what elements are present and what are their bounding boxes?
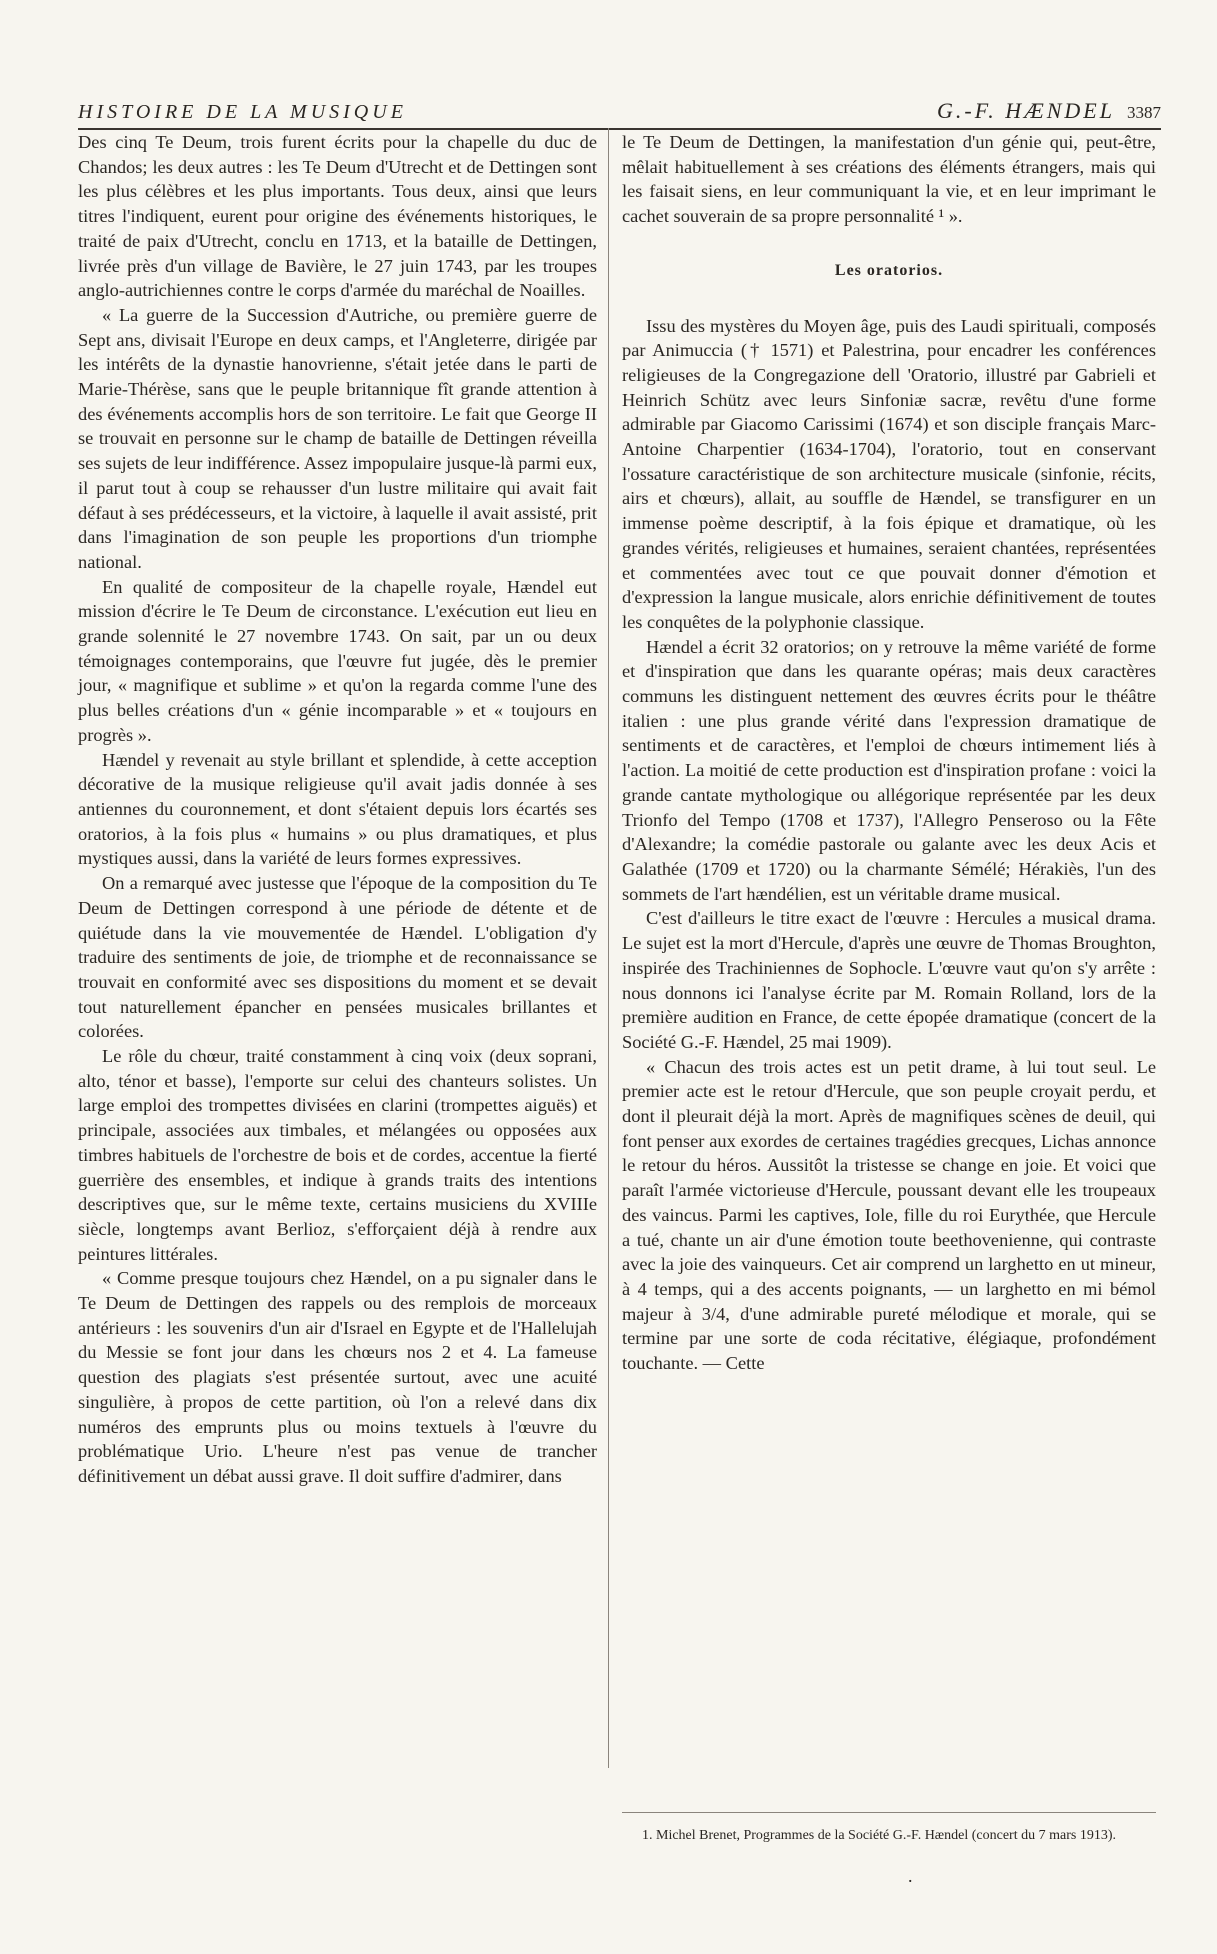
footnote-rule bbox=[622, 1812, 1156, 1813]
composer-name: G.-F. HÆNDEL bbox=[936, 98, 1115, 123]
page-number: 3387 bbox=[1127, 103, 1161, 122]
left-column bbox=[78, 130, 597, 1489]
running-title-left: HISTOIRE DE LA MUSIQUE bbox=[78, 101, 407, 123]
running-header bbox=[78, 92, 1161, 130]
paragraph: Issu des mystères du Moyen âge, puis des Laudi spirituali, composés par Animuccia († 1571) et Palestrina, pour encadrer les conférences religieuses de la Congregazione dell 'Oratorio, illustré par Gabrieli et Heinrich Schütz avec leurs Sinfoniæ sacræ, revêtu d'une forme admirable par Giacomo Carissimi (1674) et son disciple français Marc-Antoine Charpentier (1634-1704), l'oratorio, tout en conservant l'ossature caractéristique de son architecture musicale (sinfonie, récits, airs et chœurs), allait, au souffle de Hændel, se transfigurer en un immense poème descriptif, à la fois épique et dramatique, où les grandes vérités, religieuses et humaines, seraient chantées, représentées et commentées avec tout ce que pouvait donner d'émotion et d'expression la langue musicale, alors enrichie définitivement de toutes les conquêtes de la polyphonie classique. bbox=[622, 315, 1156, 632]
paragraph: Le rôle du chœur, traité constamment à cinq voix (deux soprani, alto, ténor et basse), l'emporte sur celui des chanteurs solistes. Un large emploi des trompettes divisées en clarini (trompettes aiguës) et principale, associées aux timbales, et mélangées ou opposées aux timbres habituels de l'orchestre de bois et de cordes, accentue la fierté guerrière des ensembles, et indique à grands traits des intentions descriptives que, sur le même texte, certains musiciens du XVIIIe siècle, longtemps avant Berlioz, s'efforçaient déjà à rendre aux peintures littérales. bbox=[78, 1046, 597, 1264]
running-title-right bbox=[937, 98, 1161, 124]
end-mark: . bbox=[908, 1866, 913, 1886]
paragraph: le Te Deum de Dettingen, la manifestation d'un génie qui, peut-être, mêlait habituellement à ses créations des éléments étrangers, mais qui les faisait siens, en leur communiquant la vie, et en leur imprimant le cachet souverain de sa propre personnalité ¹ ». bbox=[622, 132, 1156, 227]
paragraph: « Chacun des trois actes est un petit drame, à lui tout seul. Le premier acte est le retour d'Hercule, que son peuple croyait perdu, et dont il pleurait déjà la mort. Après de magnifiques scènes de deuil, qui font penser aux exordes de certaines tragédies grecques, Lichas annonce le retour du héros. Aussitôt la tristesse se change en joie. Et voici que paraît l'armée victorieuse d'Hercule, poussant devant elle les troupeaux des vaincus. Parmi les captives, Iole, fille du roi Eurythée, que Hercule a tué, chante un air d'une émotion toute beethovenienne, qui contraste avec la joie des vainqueurs. Cet air comprend un larghetto en ut mineur, à 4 temps, qui a des accents poignants, — un larghetto en mi bémol majeur à 3/4, d'une admirable pureté mélodique et morale, qui se termine par une sorte de coda récitative, élégiaque, profondément touchante. — Cette bbox=[622, 1056, 1156, 1374]
paragraph: Hændel a écrit 32 oratorios; on y retrouve la même variété de forme et d'inspiration que dans les quarante opéras; mais deux caractères communs les distinguent nettement des œuvres écrits pour le théâtre italien : une plus grande vérité dans l'expression dramatique de sentiments et de caractères, et l'emploi de chœurs intimement liés à l'action. La moitié de cette production est d'inspiration profane : voici la grande cantate mythologique ou allégorique représentée par les deux Trionfo del Tempo (1708 et 1737), l'Allegro Penseroso ou la Fête d'Alexandre; la comédie pastorale ou galante avec les deux Acis et Galathée (1709 et 1720) ou la charmante Sémélé; Hérakiès, l'un des sommets de l'art hændélien, est un véritable drame musical. bbox=[622, 636, 1156, 904]
paragraph: En qualité de compositeur de la chapelle royale, Hændel eut mission d'écrire le Te Deum de circonstance. L'exécution eut lieu en grande solennité le 27 novembre 1743. On sait, par un ou deux témoignages contemporains, que l'œuvre fut jugée, dès le premier jour, « magnifique et sublime » et qu'on la regarda comme l'une des plus belles créations d'un « génie incomparable » et « toujours en progrès ». bbox=[78, 576, 597, 745]
paragraph: Hændel y revenait au style brillant et splendide, à cette acception décorative de la musique religieuse qu'il avait jadis donnée à ses antiennes du couronnement, et dont s'étaient depuis lors écartés ses oratorios, à la fois plus « humains » ou plus dramatiques, et plus mystiques aussi, dans la variété de leurs formes expressives. bbox=[78, 749, 597, 869]
paragraph: « La guerre de la Succession d'Autriche, ou première guerre de Sept ans, divisait l'Europe en deux camps, et l'Angleterre, dirigée par les intérêts de la dynastie hanovrienne, s'était jetée dans le parti de Marie-Thérèse, sans que le peuple britannique fît grande attention à des événements accomplis hors de son territoire. Le fait que George II se trouvait en personne sur le champ de bataille de Dettingen réveilla ses sujets de leur indifférence. Assez impopulaire jusque-là parmi eux, il parut tout à coup se rehausser d'un lustre militaire qui avait fait défaut à ses prédécesseurs, et la victoire, à laquelle il avait assisté, prit dans l'imagination de son peuple les proportions d'un triomphe national. bbox=[78, 304, 597, 572]
section-title: Les oratorios. bbox=[834, 261, 944, 279]
footnote: 1. Michel Brenet, Programmes de la Société G.-F. Hændel (concert du 7 mars 1913). bbox=[642, 1828, 1116, 1843]
paragraph: Des cinq Te Deum, trois furent écrits pour la chapelle du duc de Chandos; les deux autres : les Te Deum d'Utrecht et de Dettingen sont les plus célèbres et les plus importants. Tous deux, ainsi que leurs titres l'indiquent, eurent pour origine des événements historiques, le traité de paix d'Utrecht, conclu en 1713, et la bataille de Dettingen, livrée près d'un village de Bavière, le 27 juin 1743, par les troupes anglo-autrichiennes contre le corps d'armée du maréchal de Noailles. bbox=[78, 132, 597, 301]
paragraph: On a remarqué avec justesse que l'époque de la composition du Te Deum de Dettingen correspond à une période de détente et de quiétude dans la vie mouvementée de Hændel. L'obligation d'y traduire des sentiments de joie, de triomphe et de reconnaissance se trouvait en conformité avec ses dispositions du moment et se devait tout naturellement épancher en pensées musicales brillantes et colorées. bbox=[78, 873, 597, 1042]
paragraph: C'est d'ailleurs le titre exact de l'œuvre : Hercules a musical drama. Le sujet est la mort d'Hercule, d'après une œuvre de Thomas Broughton, inspirée des Trachiniennes de Sophocle. L'œuvre vaut qu'on s'y arrête : nous donnons ici l'analyse écrite par M. Romain Rolland, lors de la première audition en France, de cette épopée dramatique (concert de la Société G.-F. Hændel, 25 mai 1909). bbox=[622, 908, 1156, 1052]
paragraph: « Comme presque toujours chez Hændel, on a pu signaler dans le Te Deum de Dettingen des rappels ou des remplois de morceaux antérieurs : les souvenirs d'un air d'Israel en Egypte et de l'Hallelujah du Messie se font jour dans les chœurs nos 2 et 4. La fameuse question des plagiats s'est présentée surtout, avec une acuité singulière, à propos de cette partition, où l'on a relevé dans dix numéros des emprunts plus ou moins textuels à l'œuvre du problématique Urio. L'heure n'est pas venue de trancher définitivement un débat aussi grave. Il doit suffire d'admirer, dans bbox=[78, 1268, 597, 1486]
column-divider bbox=[608, 128, 609, 1768]
right-column bbox=[622, 130, 1156, 1376]
